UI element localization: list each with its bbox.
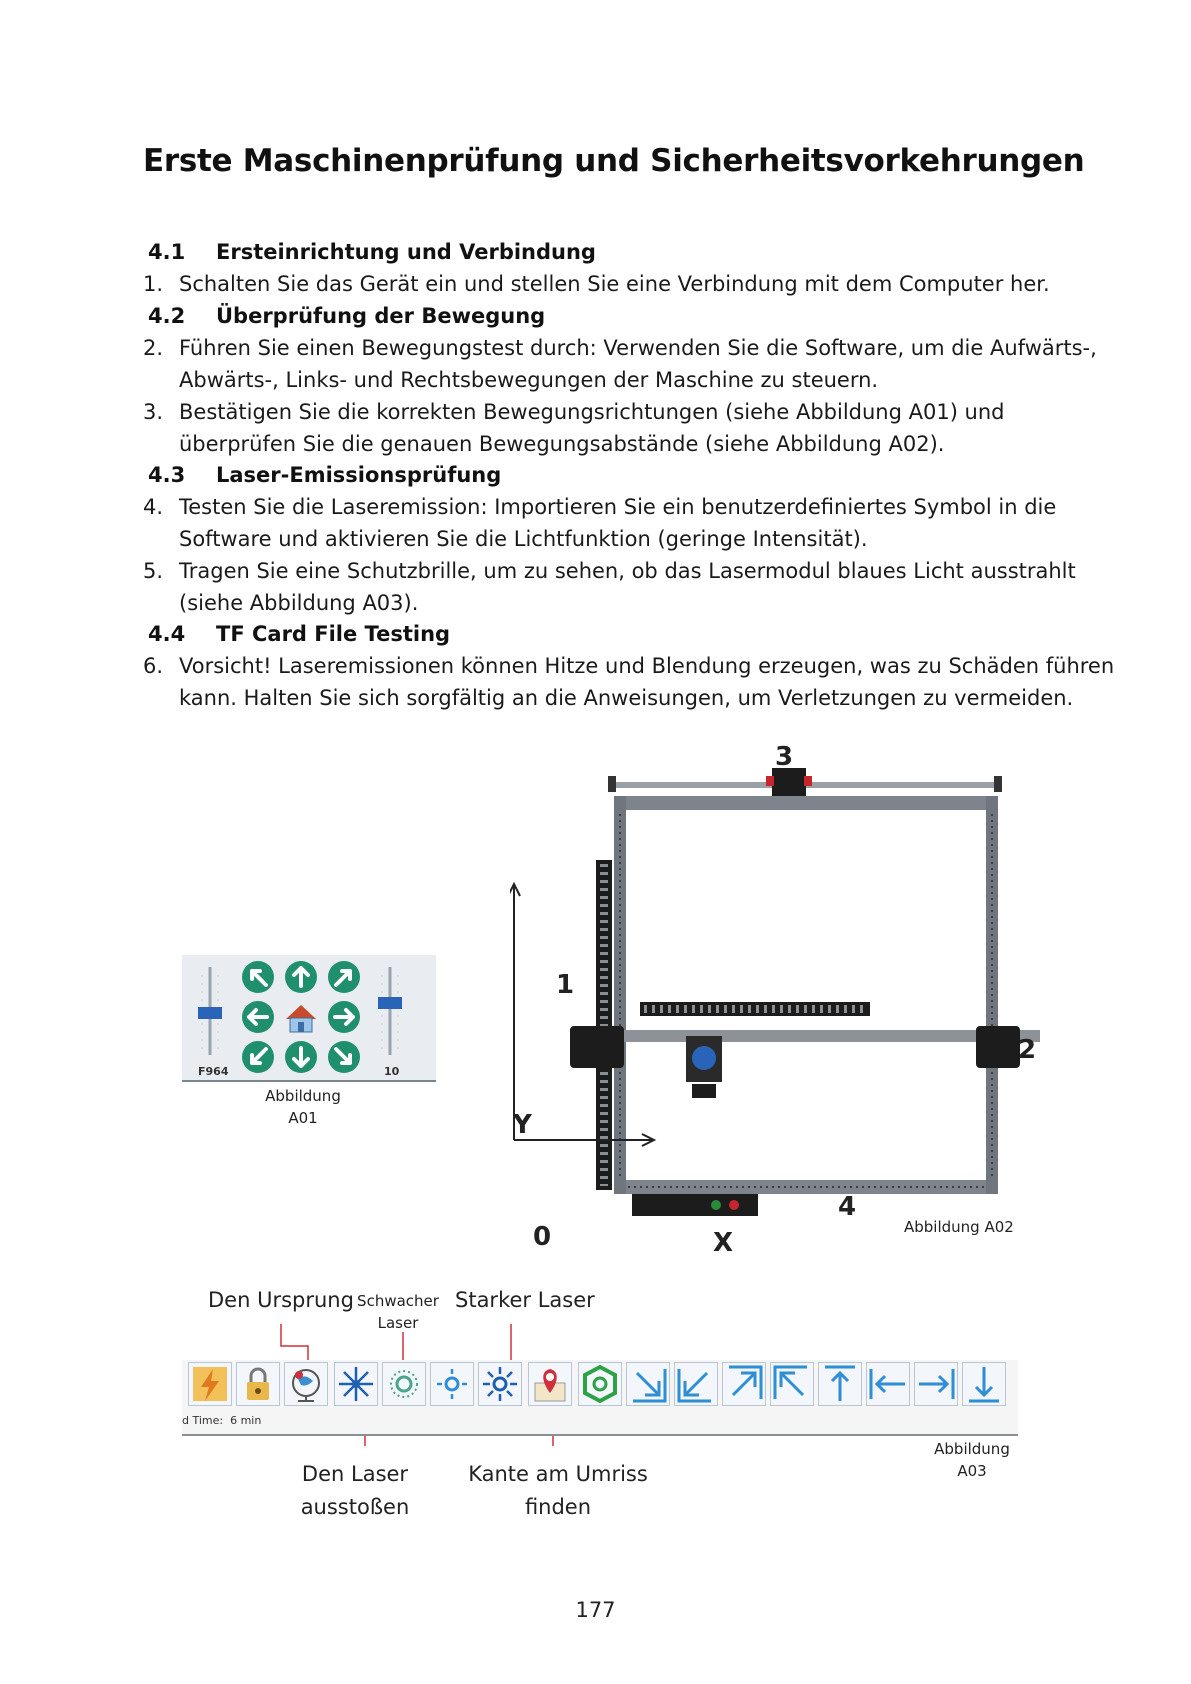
- axis-x-label: X: [713, 1228, 734, 1258]
- figure-a01-caption: Abbildung A01: [265, 1087, 341, 1127]
- list-item: 4. Testen Sie die Laseremission: Importieren Sie ein benutzerdefiniertes Symbol in die Software und aktivieren Sie die Lichtfunktion (geringe Intensität).: [143, 495, 1057, 551]
- toolbar-move-up-button[interactable]: [818, 1362, 862, 1406]
- weak-laser-icon: [383, 1363, 425, 1405]
- toolbar-origin-button[interactable]: [284, 1362, 328, 1406]
- arrow-up-right-icon: [723, 1363, 765, 1405]
- toolbar-move-left-button[interactable]: [866, 1362, 910, 1406]
- control-pad-graphic: [182, 955, 436, 1080]
- section-heading-4-3: 4.3 Laser-Emissionsprüfung: [148, 463, 502, 487]
- page-title: Erste Maschinenprüfung und Sicherheitsvorkehrungen: [143, 143, 1085, 179]
- callout-find-edge: Kante am Umriss finden: [468, 1462, 648, 1519]
- page-number: 177: [575, 1598, 616, 1622]
- axis-y-label: Y: [513, 1110, 532, 1140]
- toolbar-move-down-right-button[interactable]: [626, 1362, 670, 1406]
- lock-icon: [237, 1363, 279, 1405]
- list-item: 3. Bestätigen Sie die korrekten Bewegungsrichtungen (siehe Abbildung A01) und überprüfen Sie die genauen Bewegungsabstände (siehe Abbildung A02).: [143, 400, 1005, 456]
- arrow-down-icon: [963, 1363, 1005, 1405]
- toolbar-outline-button[interactable]: [578, 1362, 622, 1406]
- hexagon-icon: [579, 1363, 621, 1405]
- frame-label-4: 4: [838, 1192, 857, 1222]
- toolbar-flash-button[interactable]: [188, 1362, 232, 1406]
- list-item: 6. Vorsicht! Laseremissionen können Hitze und Blendung erzeugen, was zu Schäden führen kann. Halten Sie sich sorgfältig an die Anweisungen, um Verletzungen zu vermeiden.: [143, 654, 1115, 710]
- arrow-up-left-icon: [771, 1363, 813, 1405]
- figure-a03-caption: Abbildung A03: [934, 1440, 1010, 1480]
- figure-a02-machine-frame: [510, 740, 1050, 1260]
- toolbar-emit-laser-button[interactable]: [334, 1362, 378, 1406]
- slider-left-label: F964: [198, 1065, 229, 1078]
- toolbar-lock-button[interactable]: [236, 1362, 280, 1406]
- frame-label-1: 1: [556, 970, 575, 1000]
- toolbar-move-up-left-button[interactable]: [770, 1362, 814, 1406]
- frame-label-2: 2: [1018, 1035, 1037, 1065]
- laser-burst-icon: [335, 1363, 377, 1405]
- section-heading-4-2: 4.2 Überprüfung der Bewegung: [148, 304, 546, 328]
- toolbar-move-down-left-button[interactable]: [674, 1362, 718, 1406]
- toolbar-weak-laser-button[interactable]: [382, 1362, 426, 1406]
- toolbar-move-down-button[interactable]: [962, 1362, 1006, 1406]
- callout-emit-laser: Den Laser ausstoßen: [300, 1462, 410, 1519]
- arrow-up-icon: [819, 1363, 861, 1405]
- slider-right-label: 10: [384, 1065, 400, 1078]
- list-item: 1. Schalten Sie das Gerät ein und stellen Sie eine Verbindung mit dem Computer her.: [143, 272, 1050, 296]
- callout-weak-laser: Schwacher Laser: [357, 1292, 439, 1332]
- toolbar-strong-laser-button[interactable]: [478, 1362, 522, 1406]
- toolbar-move-up-right-button[interactable]: [722, 1362, 766, 1406]
- map-pin-icon: [529, 1363, 571, 1405]
- arrow-down-right-icon: [627, 1363, 669, 1405]
- medium-laser-icon: [431, 1363, 473, 1405]
- flash-icon: [189, 1363, 231, 1405]
- section-heading-4-1: 4.1 Ersteinrichtung und Verbindung: [148, 240, 596, 264]
- toolbar-move-right-button[interactable]: [914, 1362, 958, 1406]
- list-item: 5. Tragen Sie eine Schutzbrille, um zu sehen, ob das Lasermodul blaues Licht ausstrahlt (siehe Abbildung A03).: [143, 559, 1076, 615]
- toolbar-medium-laser-button[interactable]: [430, 1362, 474, 1406]
- toolbar-find-edge-button[interactable]: [528, 1362, 572, 1406]
- toolbar-status-text: d Time: 6 min: [182, 1414, 262, 1427]
- globe-origin-icon: [285, 1363, 327, 1405]
- arrow-left-icon: [867, 1363, 909, 1405]
- axis-origin-label: 0: [533, 1222, 552, 1252]
- frame-label-3: 3: [775, 742, 794, 772]
- arrow-right-icon: [915, 1363, 957, 1405]
- arrow-down-left-icon: [675, 1363, 717, 1405]
- callout-origin: Den Ursprung: [208, 1288, 354, 1312]
- figure-a01-control-pad: [182, 955, 436, 1082]
- figure-a02-caption: Abbildung A02: [904, 1218, 1014, 1236]
- callout-strong-laser: Starker Laser: [455, 1288, 595, 1312]
- section-heading-4-4: 4.4 TF Card File Testing: [148, 622, 451, 646]
- strong-laser-icon: [479, 1363, 521, 1405]
- list-item: 2. Führen Sie einen Bewegungstest durch: Verwenden Sie die Software, um die Aufwärts-, Abwärts-, Links- und Rechtsbewegungen der Maschine zu steuern.: [143, 336, 1097, 392]
